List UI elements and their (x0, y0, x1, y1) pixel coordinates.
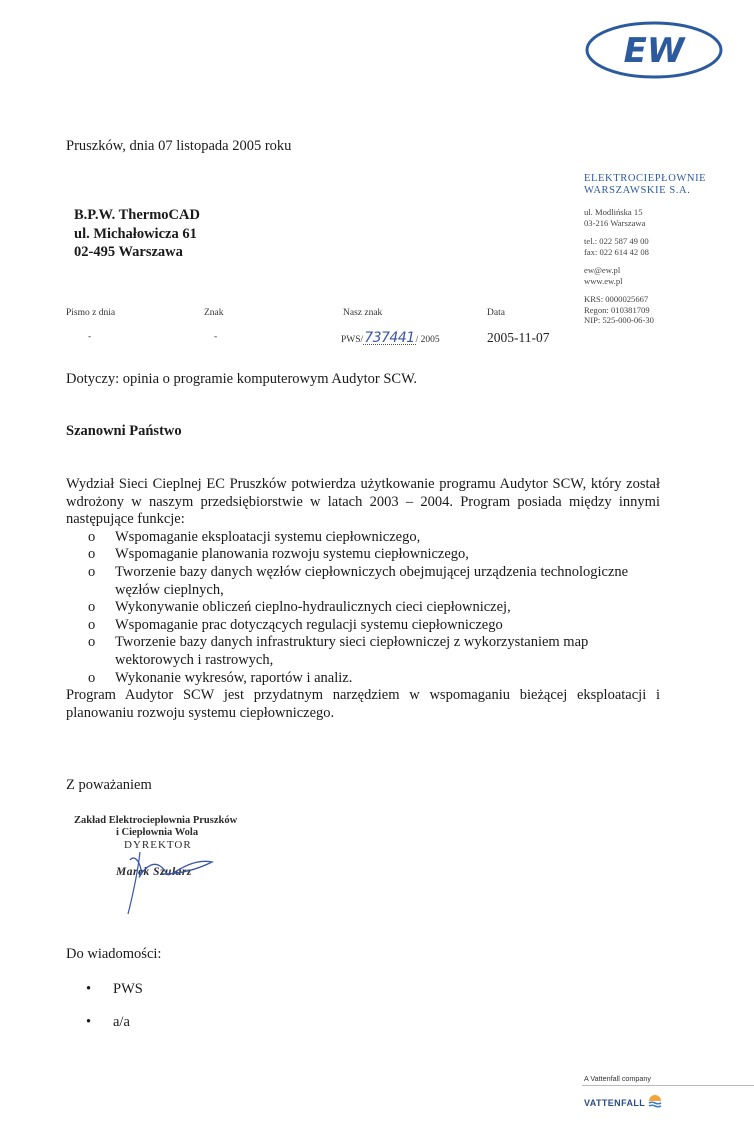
stamp-title: DYREKTOR (124, 839, 192, 851)
feature-item: o Tworzenie bazy danych węzłów ciepłowniczych obejmującej urządzenia technologiczne węzłów cieplnych, (66, 564, 660, 599)
pismo-value: - (88, 332, 92, 342)
company-fax: fax: 022 614 42 08 (584, 246, 649, 257)
feature-item: o Wspomaganie eksploatacji systemu ciepłowniczego, (66, 529, 660, 547)
vattenfall-note: A Vattenfall company (584, 1074, 651, 1083)
nasz-znak-label: Nasz znak (343, 308, 383, 318)
subject-line: Dotyczy: opinia o programie komputerowym Audytor SCW. (66, 371, 418, 387)
intro-paragraph: Wydział Sieci Cieplnej EC Pruszków potwierdza użytkowanie programu Audytor SCW, który został wdrożony w naszym przedsiębiorstwie w latach 2003 – 2004. Program posiada między innymi następujące funkcje: (66, 476, 660, 528)
recipient-city: 02-495 Warszawa (74, 244, 183, 260)
nasz-znak-suffix: / 2005 (415, 335, 440, 345)
footer-divider (582, 1085, 754, 1086)
feature-item: o Wspomaganie prac dotyczących regulacji systemu ciepłowniczego (66, 617, 660, 635)
company-website: www.ew.pl (584, 275, 623, 286)
vattenfall-brand: VATTENFALL (584, 1098, 646, 1108)
nasz-znak-number: 737441 (364, 330, 415, 346)
letter-body (66, 476, 660, 722)
company-details (584, 207, 654, 326)
company-regon: Regon: 010381709 (584, 304, 650, 315)
feature-list (66, 529, 660, 687)
recipient-street: ul. Michałowicza 61 (74, 225, 197, 242)
feature-item: o Wykonywanie obliczeń cieplno-hydraulicznych cieci ciepłowniczej, (66, 599, 660, 617)
conclusion-paragraph: Program Audytor SCW jest przydatnym narzędziem w wspomaganiu bieżącej eksploatacji i planowaniu rozwoju systemu ciepłowniczego. (66, 687, 660, 721)
salutation: Szanowni Państwo (66, 423, 182, 439)
znak-label: Znak (204, 308, 224, 318)
feature-item: o Tworzenie bazy danych infrastruktury sieci ciepłowniczej z wykorzystaniem map wektorowych i rastrowych, (66, 634, 660, 669)
ew-logo (584, 20, 724, 80)
closing: Z poważaniem (66, 777, 152, 793)
pismo-label: Pismo z dnia (66, 308, 116, 318)
vattenfall-logo-icon (647, 1094, 663, 1110)
company-city: 03-216 Warszawa (584, 217, 646, 228)
cc-list (86, 981, 143, 1047)
handwritten-signature (100, 840, 240, 920)
company-phone: tel.: 022 587 49 00 (584, 236, 649, 246)
ew-logo-text: EW (623, 31, 685, 71)
company-name-line: WARSZAWSKIE S.A. (584, 185, 691, 196)
data-value: 2005-11-07 (487, 330, 550, 345)
place-date: Pruszków, dnia 07 listopada 2005 roku (66, 138, 292, 154)
company-street: ul. Modlińska 15 (584, 207, 643, 217)
feature-item: o Wykonanie wykresów, raportów i analiz. (66, 670, 660, 688)
feature-item: o Wspomaganie planowania rozwoju systemu ciepłowniczego, (66, 546, 660, 564)
cc-item: • PWS (86, 981, 143, 1014)
company-nip: NIP: 525-000-06-30 (584, 315, 654, 325)
company-name-line: ELEKTROCIEPŁOWNIE (584, 173, 707, 184)
znak-value: - (214, 332, 218, 342)
nasz-znak-value (341, 332, 440, 345)
cc-item: • a/a (86, 1014, 143, 1047)
stamp-signatory: Marek Szularz (116, 866, 192, 878)
stamp-line: i Ciepłownia Wola (116, 827, 199, 838)
cc-label: Do wiadomości: (66, 946, 162, 962)
recipient-address (74, 206, 200, 262)
data-label: Data (487, 308, 505, 318)
nasz-znak-prefix: PWS/ (341, 335, 364, 345)
company-name (584, 173, 706, 197)
company-krs: KRS: 0000025667 (584, 294, 649, 304)
recipient-name: B.P.W. ThermoCAD (74, 207, 200, 223)
company-email: ew@ew.pl (584, 265, 621, 275)
stamp-line: Zakład Elektrociepłownia Pruszków (74, 815, 238, 826)
